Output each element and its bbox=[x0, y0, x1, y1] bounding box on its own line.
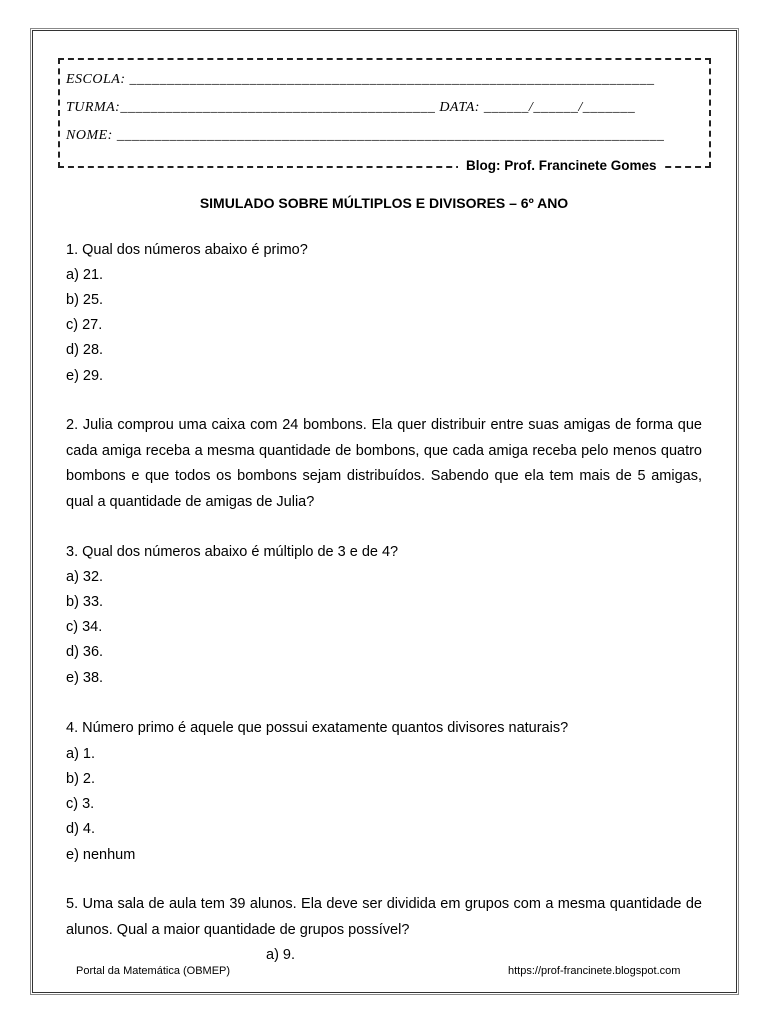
question-1: 1. Qual dos números abaixo é primo? bbox=[66, 242, 308, 258]
blog-label: Blog: Prof. Francinete Gomes bbox=[458, 158, 665, 173]
q1-option-b: b) 25. bbox=[66, 292, 104, 308]
footer-right: https://prof-francinete.blogspot.com bbox=[508, 965, 681, 977]
q1-option-a: a) 21. bbox=[66, 267, 104, 283]
q4-option-b: b) 2. bbox=[66, 771, 96, 787]
question-4: 4. Número primo é aquele que possui exatamente quantos divisores naturais? bbox=[66, 720, 569, 736]
nome-field: NOME: _________________________________________________________________________ bbox=[66, 128, 665, 143]
q1-option-d: d) 28. bbox=[66, 342, 104, 358]
q1-option-c: c) 27. bbox=[66, 317, 103, 333]
q4-option-c: c) 3. bbox=[66, 796, 95, 812]
q3-option-e: e) 38. bbox=[66, 670, 104, 686]
q3-option-d: d) 36. bbox=[66, 644, 104, 660]
turma-data-field: TURMA:__________________________________________ DATA: ______/______/_______ bbox=[66, 100, 636, 115]
escola-field: ESCOLA: ______________________________________________________________________ bbox=[66, 72, 655, 87]
page-title: SIMULADO SOBRE MÚLTIPLOS E DIVISORES – 6º ANO bbox=[199, 195, 569, 211]
q3-option-b: b) 33. bbox=[66, 594, 104, 610]
q5-option-a: a) 9. bbox=[266, 947, 296, 963]
question-3: 3. Qual dos números abaixo é múltiplo de 3 e de 4? bbox=[66, 544, 399, 560]
q1-option-e: e) 29. bbox=[66, 368, 104, 384]
question-2: 2. Julia comprou uma caixa com 24 bombons. Ela quer distribuir entre suas amigas de forma que cada amiga receba a mesma quantidade de bombons, que cada amiga receba pelo menos quatro bombons e que todos os bombons sejam distribuídos. Sabendo que ela tem mais de 5 amigas, qual a quantidade de amigas de Julia? bbox=[66, 417, 702, 510]
q4-option-a: a) 1. bbox=[66, 746, 96, 762]
q4-option-d: d) 4. bbox=[66, 821, 96, 837]
footer-left: Portal da Matemática (OBMEP) bbox=[76, 965, 231, 977]
question-5: 5. Uma sala de aula tem 39 alunos. Ela deve ser dividida em grupos com a mesma quantidade de alunos. Qual a maior quantidade de grupos possível? bbox=[66, 896, 702, 938]
q3-option-a: a) 32. bbox=[66, 569, 104, 585]
q3-option-c: c) 34. bbox=[66, 619, 103, 635]
q4-option-e: e) nenhum bbox=[66, 847, 136, 863]
